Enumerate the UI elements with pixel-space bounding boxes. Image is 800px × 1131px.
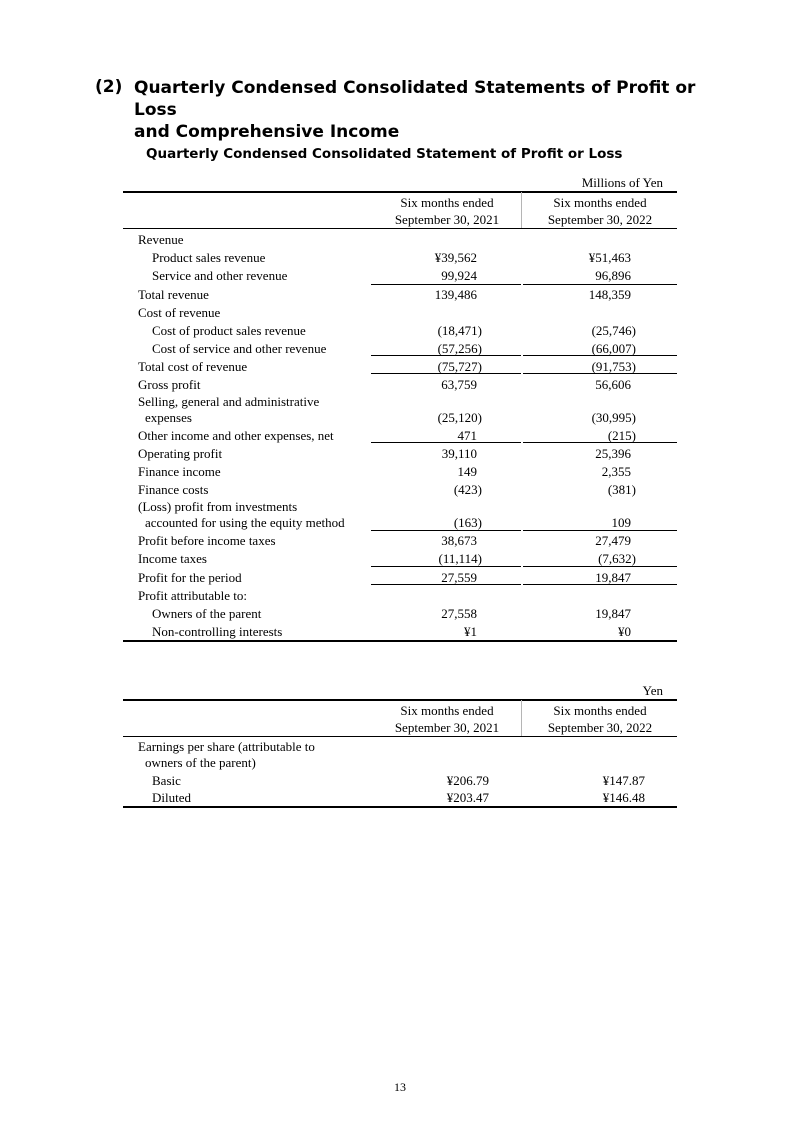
- table-row: Cost of product sales revenue (18,471) (25,746): [152, 323, 636, 338]
- column-header-2022: Six months ended September 30, 2022: [547, 195, 653, 227]
- table-row: Other income and other expenses, net 471 (215): [138, 428, 636, 443]
- page-number: 13: [394, 1080, 406, 1094]
- table-row: Total cost of revenue (75,727) (91,753): [138, 359, 636, 374]
- subtotal-rule: [371, 566, 521, 567]
- subtotal-rule: [371, 284, 521, 285]
- table-row: Basic ¥206.79 ¥147.87: [152, 773, 645, 788]
- subtotal-rule: [523, 442, 677, 443]
- table-row: Profit for the period 27,559 19,847: [138, 570, 631, 585]
- subtotal-rule: [523, 584, 677, 585]
- subtotal-rule: [371, 530, 521, 531]
- table-row: Non-controlling interests ¥1 ¥0: [152, 624, 631, 639]
- unit-label: Yen: [642, 683, 663, 698]
- table-bottom-rule: [123, 806, 677, 808]
- table-row: Cost of revenue: [138, 305, 221, 320]
- subtotal-rule: [371, 373, 521, 374]
- table-bottom-rule: [123, 640, 677, 642]
- statement-title: Quarterly Condensed Consolidated Statement of Profit or Loss: [146, 146, 623, 162]
- column-separator: [521, 192, 522, 228]
- column-header-2021: Six months ended September 30, 2021: [394, 703, 500, 735]
- table-row: Profit attributable to:: [138, 588, 248, 603]
- column-header-2022: Six months ended September 30, 2022: [547, 703, 653, 735]
- table-top-rule: [123, 699, 677, 701]
- table-row: Selling, general and administrative: [138, 394, 320, 409]
- subtotal-rule: [523, 373, 677, 374]
- earnings-per-share-table: [123, 680, 677, 810]
- table-row: Total revenue 139,486 148,359: [138, 287, 631, 302]
- table-top-rule: [123, 191, 677, 193]
- subtotal-rule: [523, 284, 677, 285]
- table-row: Service and other revenue 99,924 96,896: [152, 268, 631, 283]
- table-row: Earnings per share (attributable to: [138, 739, 315, 754]
- table-row: Finance costs (423) (381): [138, 482, 636, 497]
- header-bottom-rule: [123, 736, 677, 737]
- section-number: (2): [95, 77, 123, 97]
- column-separator: [521, 700, 522, 736]
- column-header-2021: Six months ended September 30, 2021: [394, 195, 500, 227]
- table-row: Revenue: [138, 232, 184, 247]
- subtotal-rule: [371, 355, 521, 356]
- table-row: Owners of the parent 27,558 19,847: [152, 606, 631, 621]
- section-title-line1: Quarterly Condensed Consolidated Statements of Profit or Loss: [134, 78, 696, 120]
- table-row: (Loss) profit from investments: [138, 499, 298, 514]
- table-row: Cost of service and other revenue (57,256) (66,007): [152, 341, 636, 356]
- table-row: Finance income 149 2,355: [138, 464, 631, 479]
- subtotal-rule: [523, 566, 677, 567]
- section-title: [134, 77, 734, 143]
- table-row: Gross profit 63,759 56,606: [138, 377, 631, 392]
- table-row: Profit before income taxes 38,673 27,479: [138, 533, 631, 548]
- header-bottom-rule: [123, 228, 677, 229]
- subtotal-rule: [371, 442, 521, 443]
- table-row: Diluted ¥203.47 ¥146.48: [152, 790, 645, 805]
- table-row: accounted for using the equity method (163) 109: [145, 515, 631, 530]
- profit-loss-table: [123, 172, 677, 647]
- section-title-line2: and Comprehensive Income: [134, 122, 400, 142]
- table-row: expenses (25,120) (30,995): [145, 410, 636, 425]
- table-row: Income taxes (11,114) (7,632): [138, 551, 636, 566]
- subtotal-rule: [523, 530, 677, 531]
- unit-label: Millions of Yen: [581, 175, 663, 190]
- table-row: owners of the parent): [145, 755, 256, 770]
- table-row: Product sales revenue ¥39,562 ¥51,463: [152, 250, 631, 265]
- table-row: Operating profit 39,110 25,396: [138, 446, 631, 461]
- subtotal-rule: [523, 355, 677, 356]
- subtotal-rule: [371, 584, 521, 585]
